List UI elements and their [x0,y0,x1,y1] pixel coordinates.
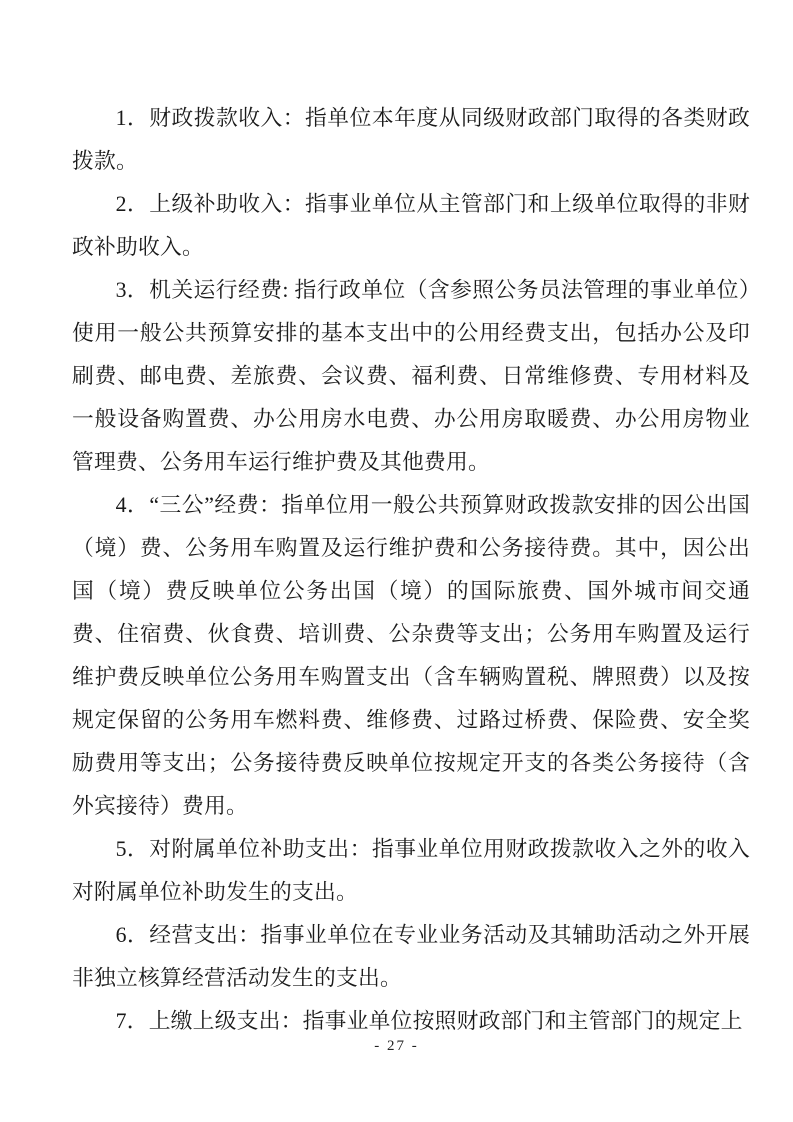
paragraph-subsidy-to-affiliated-units: 5．对附属单位补助支出：指事业单位用财政拨款收入之外的收入对附属单位补助发生的支出。 [72,837,750,904]
paragraph-payment-to-superior: 7．上缴上级支出：指事业单位按照财政部门和主管部门的规定上 [115,1009,743,1033]
paragraph-operating-expenditure: 6．经营支出：指事业单位在专业业务活动及其辅助活动之外开展非独立核算经营活动发生的支出。 [72,923,750,990]
paragraph-superior-subsidy-income: 2．上级补助收入：指事业单位从主管部门和上级单位取得的非财政补助收入。 [72,192,750,259]
paragraph-fiscal-allocation-income: 1．财政拨款收入：指单位本年度从同级财政部门取得的各类财政拨款。 [72,106,750,173]
page-number: - 27 - [374,1038,419,1054]
paragraph-agency-operating-funds: 3．机关运行经费: 指行政单位（含参照公务员法管理的事业单位）使用一般公共预算安排的基本支出中的公用经费支出，包括办公及印刷费、邮电费、差旅费、会议费、福利费、日常维修费、专用材料及一般设备购置费、办公用房水电费、办公用房取暖费、办公用房物业管理费、公务用车运行维护费及其他费用。 [72,278,750,474]
document-text-body [72,97,750,1043]
paragraph-three-public-funds: 4．“三公”经费：指单位用一般公共预算财政拨款安排的因公出国（境）费、公务用车购置及运行维护费和公务接待费。其中，因公出国（境）费反映单位公务出国（境）的国际旅费、国外城市间交通费、住宿费、伙食费、培训费、公杂费等支出；公务用车购置及运行维护费反映单位公务用车购置支出（含车辆购置税、牌照费）以及按规定保留的公务用车燃料费、维修费、过路过桥费、保险费、安全奖励费用等支出；公务接待费反映单位按规定开支的各类公务接待（含外宾接待）费用。 [72,493,750,818]
